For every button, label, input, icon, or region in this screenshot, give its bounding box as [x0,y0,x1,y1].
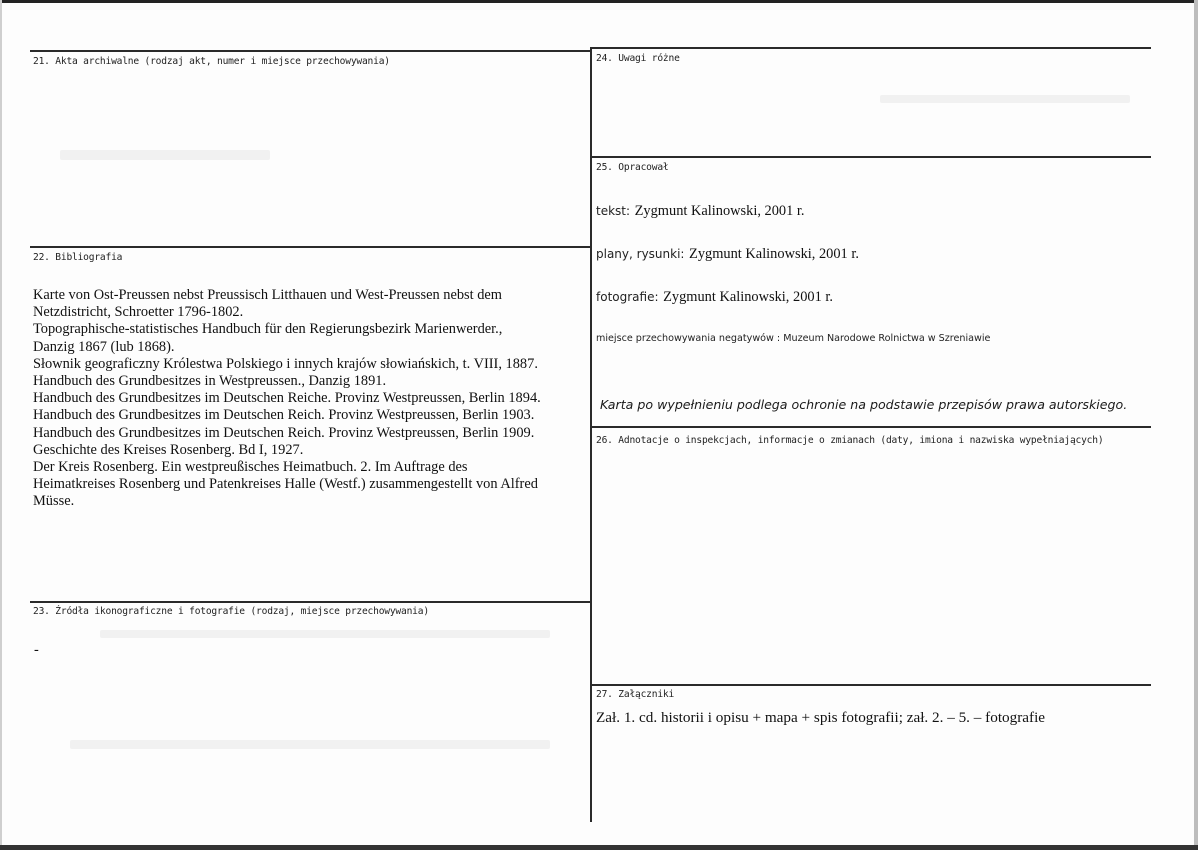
bibliography-line: Müsse. [33,493,75,510]
plany-label: plany, rysunki: [596,247,685,261]
plany-row [596,246,859,263]
page-edge-bottom [0,845,1198,850]
negatywy-value: Muzeum Narodowe Rolnictwa w Szreniawie [783,333,991,344]
section-26-title: 26. Adnotacje o inspekcjach, informacje o zmianach (daty, imiona i nazwiska wypełniających) [596,435,1104,446]
page-edge-right [1194,0,1198,850]
bibliography-line: Handbuch des Grundbesitzes in Westpreussen., Danzig 1891. [33,373,387,390]
fotografie-label: fotografie: [596,290,659,304]
section-27-title: 27. Załączniki [596,689,675,700]
section-24-rule [592,47,1151,49]
bibliography-line: Handbuch des Grundbesitzes im Deutschen Reiche. Provinz Westpreussen, Berlin 1894. [33,390,541,407]
section-27-value: Zał. 1. cd. historii i opisu + mapa + spis fotografii; zał. 2. – 5. – fotografie [596,709,1046,726]
tekst-label: tekst: [596,204,631,218]
bleed-through-mark [70,740,550,749]
section-21-title: 21. Akta archiwalne (rodzaj akt, numer i miejsce przechowywania) [33,56,390,67]
bibliography-line: Der Kreis Rosenberg. Ein westpreußisches Heimatbuch. 2. Im Auftrage des [33,459,468,476]
bibliography-line: Geschichte des Kreises Rosenberg. Bd I, 1927. [33,441,304,458]
negatywy-row [596,333,990,344]
bleed-through-mark [100,630,550,638]
plany-value: Zygmunt Kalinowski, 2001 r. [689,246,859,262]
bibliography-line: Netzdistricht, Schroetter 1796-1802. [33,304,244,321]
section-23-title: 23. Źródła ikonograficzne i fotografie (rodzaj, miejsce przechowywania) [33,606,429,617]
section-23-value: - [34,642,39,658]
section-27-rule [592,684,1151,686]
section-22-rule [30,246,590,248]
section-23-rule [30,601,590,603]
bleed-through-mark [880,95,1130,103]
section-25-rule [592,156,1151,158]
bleed-through-mark [60,150,270,160]
bibliography-line: Heimatkreises Rosenberg und Patenkreises Halle (Westf.) zusammengestellt von Alfred [33,476,538,493]
tekst-row [596,203,805,220]
page-edge-top [0,0,1198,3]
page-edge-left [0,0,2,850]
section-25-title: 25. Opracował [596,162,669,173]
column-divider [590,47,592,822]
bibliography-line: Karte von Ost-Preussen nebst Preussisch Litthauen und West-Preussen nebst dem [33,287,502,303]
section-21-rule [30,50,590,52]
section-24-title: 24. Uwagi różne [596,53,680,64]
section-22-title: 22. Bibliografia [33,252,123,263]
bibliography-list [33,287,588,511]
bibliography-line: Danzig 1867 (lub 1868). [33,338,175,355]
bibliography-line: Handbuch des Grundbesitzes im Deutschen Reich. Provinz Westpreussen, Berlin 1909. [33,424,535,441]
fotografie-row [596,289,833,306]
tekst-value: Zygmunt Kalinowski, 2001 r. [634,203,805,219]
bibliography-line: Handbuch des Grundbesitzes im Deutschen Reich. Provinz Westpreussen, Berlin 1903. [33,407,535,424]
fotografie-value: Zygmunt Kalinowski, 2001 r. [663,289,833,305]
bibliography-line: Słownik geograficzny Królestwa Polskiego i innych krajów słowiańskich, t. VIII, 1887. [33,355,538,372]
bibliography-line: Topographische-statistisches Handbuch für den Regierungsbezirk Marienwerder., [33,321,503,338]
copyright-notice: Karta po wypełnieniu podlega ochronie na podstawie przepisów prawa autorskiego. [600,397,1128,412]
negatywy-label: miejsce przechowywania negatywów : [596,333,781,344]
section-26-rule [592,426,1151,428]
